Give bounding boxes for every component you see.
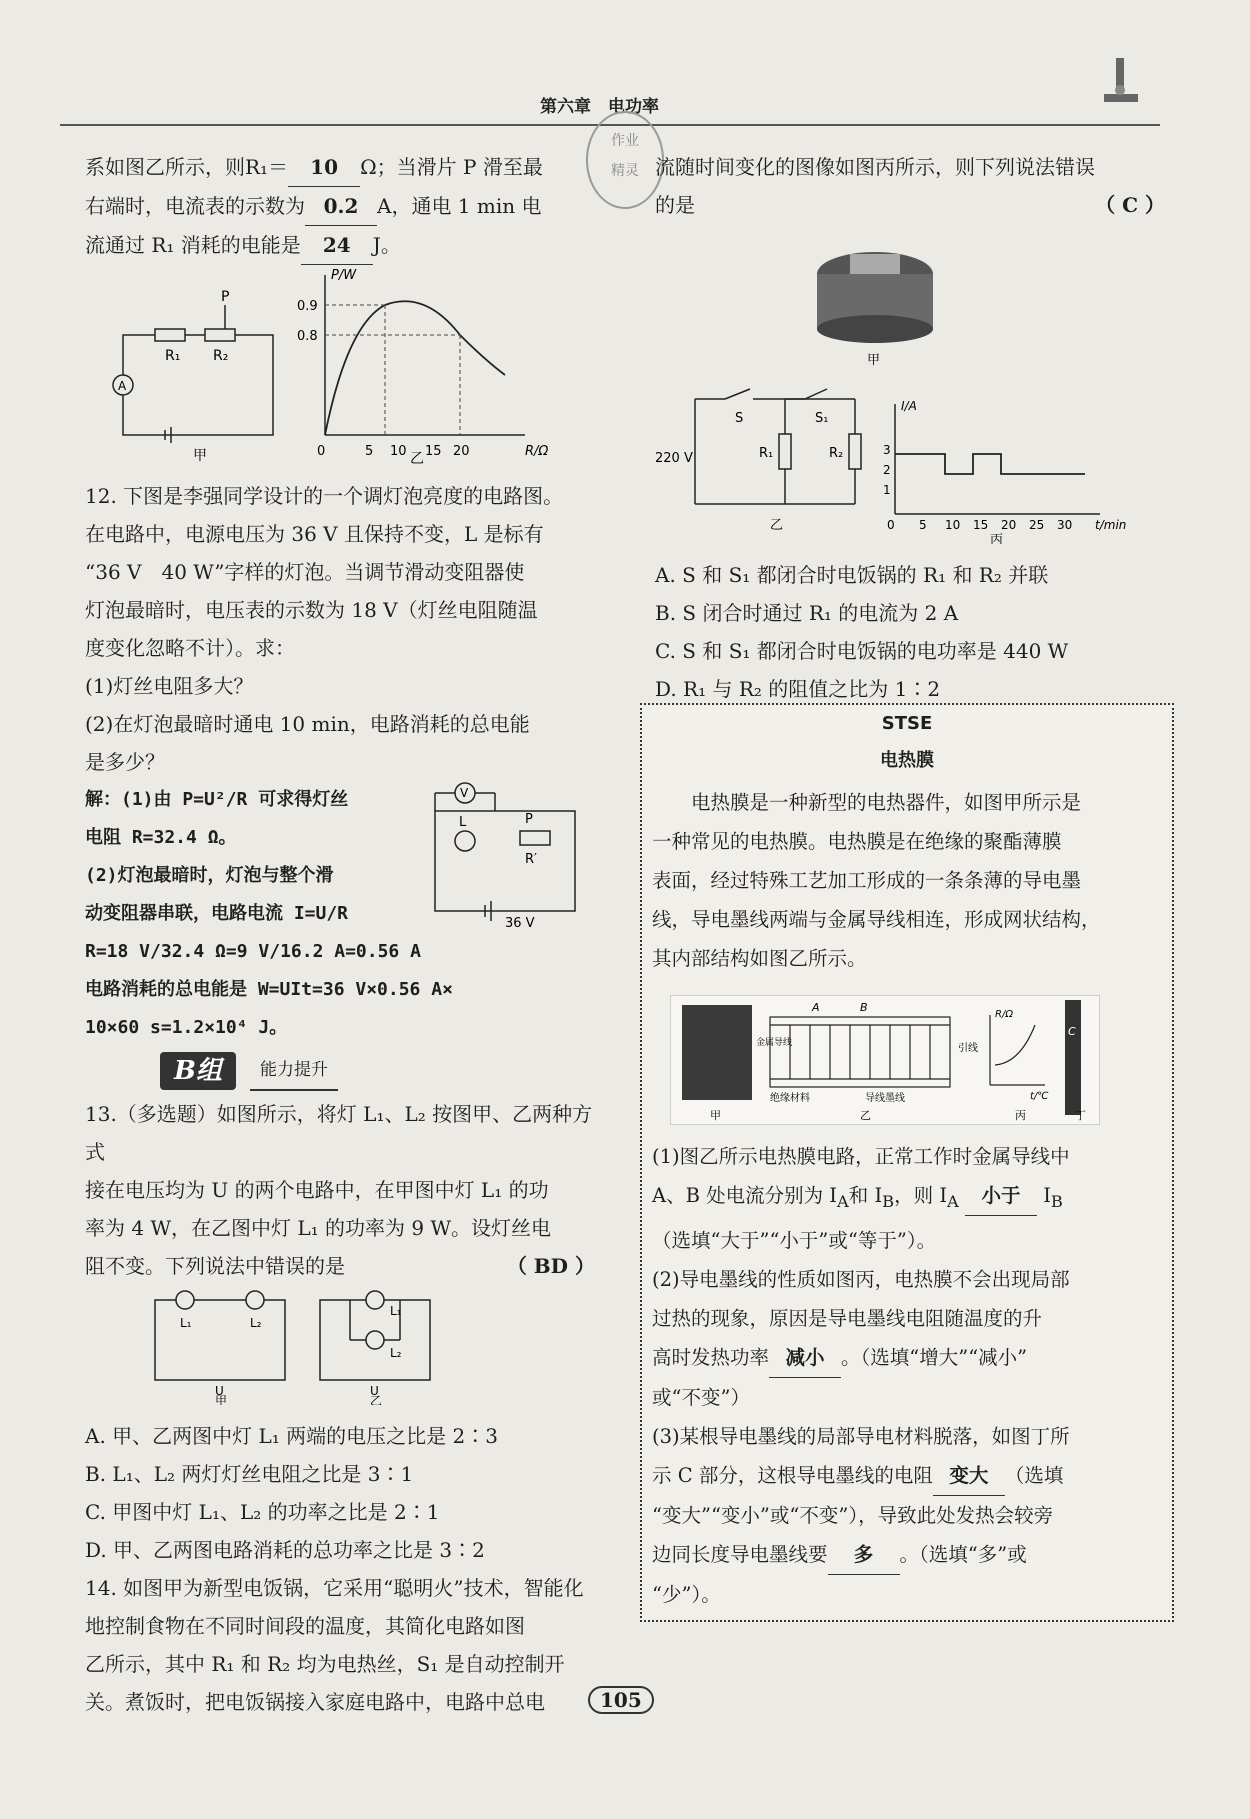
svg-text:精灵: 精灵 bbox=[611, 163, 639, 179]
supply-label: 220 V bbox=[655, 451, 693, 466]
q14-line: 地控制食物在不同时间段的温度，其简化电路如图 bbox=[85, 1614, 525, 1638]
x-tick: 10 bbox=[945, 518, 961, 532]
caption-jia: 甲 bbox=[867, 353, 881, 368]
x-tick: 20 bbox=[1001, 518, 1017, 532]
svg-text:作业: 作业 bbox=[611, 133, 639, 149]
caption-yi: 乙 bbox=[410, 451, 424, 465]
answer-blank: 小于 bbox=[965, 1176, 1037, 1216]
y-tick: 0.9 bbox=[297, 299, 318, 314]
x-axis-label: R/Ω bbox=[525, 444, 549, 459]
stse-figure bbox=[670, 995, 1100, 1125]
point-c-label: C bbox=[1068, 1025, 1076, 1038]
q14-current-graph bbox=[895, 404, 1100, 514]
caption-jia: 甲 bbox=[215, 1394, 228, 1405]
chapter-title: 第六章 电功率 bbox=[540, 97, 659, 117]
rice-cooker-icon bbox=[817, 252, 933, 343]
q3-line: “变大”“变小”或“不变”），导致此处发热会较旁 bbox=[652, 1503, 1054, 1527]
q11-circuit-diagram bbox=[113, 305, 273, 443]
slider-label: P bbox=[525, 812, 533, 827]
caption-ding: 丁 bbox=[1075, 1109, 1086, 1122]
ink-line-label: 导线墨线 bbox=[865, 1093, 905, 1104]
solution-line: 电阻 R=32.4 Ω。 bbox=[85, 827, 237, 848]
q3-line: “少”）。 bbox=[652, 1582, 721, 1606]
q13-figure bbox=[85, 1285, 585, 1405]
solution-line: 10×60 s=1.2×10⁴ J。 bbox=[85, 1017, 288, 1038]
y-tick: 1 bbox=[883, 483, 891, 497]
power-curve bbox=[325, 301, 505, 435]
q12-solution bbox=[85, 781, 595, 1047]
r-axis-label: R/Ω bbox=[995, 1009, 1013, 1020]
lamp-l2-label: L₂ bbox=[390, 1346, 402, 1360]
q13-line: 阻不变。下列说法中错误的是 （ BD ） bbox=[85, 1247, 595, 1285]
b-group-heading bbox=[160, 1051, 595, 1091]
q11-line1: 系如图乙所示，则R₁＝ 10 Ω；当滑片 P 滑至最 bbox=[85, 148, 595, 187]
ammeter-label: A bbox=[118, 379, 127, 393]
stse-questions bbox=[652, 1137, 1157, 1614]
q14-figure bbox=[655, 224, 1165, 544]
q1-line: A、B 处电流分别为 $I_A$和 $I_B$，则 $I_A$ 小于 $I_B$ bbox=[652, 1176, 1157, 1221]
q12-line: 12. 下图是李强同学设计的一个调灯泡亮度的电路图。 bbox=[85, 484, 564, 508]
x-tick: 25 bbox=[1029, 518, 1045, 532]
x-axis-label: t/min bbox=[1095, 518, 1127, 532]
q13 bbox=[85, 1095, 595, 1285]
right-column bbox=[655, 148, 1165, 708]
x-tick: 15 bbox=[425, 444, 442, 459]
microscope-logo-icon bbox=[1090, 54, 1150, 114]
voltmeter-label: V bbox=[460, 786, 469, 800]
t-axis-label: t/℃ bbox=[1030, 1091, 1049, 1102]
q2-line: 高时发热功率 减小 。（选填“增大”“减小” bbox=[652, 1338, 1157, 1378]
film-roll-photo bbox=[682, 1005, 752, 1100]
current-step-line bbox=[895, 454, 1085, 474]
q13-line: 率为 4 W，在乙图中灯 L₁ 的功率为 9 W。设灯丝电 bbox=[85, 1216, 552, 1240]
option-d: D. 甲、乙两图电路消耗的总功率之比是 3∶2 bbox=[85, 1538, 485, 1562]
q14-line: 关。煮饭时，把电饭锅接入家庭电路中，电路中总电 bbox=[85, 1690, 545, 1714]
q13-answer: （ BD ） bbox=[506, 1254, 595, 1278]
intro-line: 其内部结构如图乙所示。 bbox=[652, 947, 867, 970]
q1-line: (1)图乙所示电热膜电路，正常工作时金属导线中 bbox=[652, 1145, 1070, 1168]
q12-line: 是多少？ bbox=[85, 750, 165, 774]
r2-label: R₂ bbox=[829, 446, 844, 461]
answer-blank: 24 bbox=[301, 226, 373, 265]
stse-reading-box bbox=[640, 703, 1174, 1622]
q12-line: 灯泡最暗时，电压表的示数为 18 V（灯丝电阻随温 bbox=[85, 598, 538, 622]
q14-line: 乙所示，其中 R₁ 和 R₂ 均为电热丝，S₁ 是自动控制开 bbox=[85, 1652, 565, 1676]
solution-line: (2)灯泡最暗时，灯泡与整个滑 bbox=[85, 865, 334, 886]
intro-line: 表面，经过特殊工艺加工形成的一条条薄的导电墨 bbox=[652, 869, 1082, 892]
q12-circuit-diagram bbox=[415, 781, 595, 931]
answer-blank: 0.2 bbox=[305, 187, 377, 226]
caption-jia: 甲 bbox=[710, 1109, 721, 1122]
q12-line: “36 V 40 W”字样的灯泡。当调节滑动变阻器使 bbox=[85, 560, 525, 584]
x-tick: 20 bbox=[453, 444, 470, 459]
q11-power-graph bbox=[325, 275, 525, 435]
solution-line: 电路消耗的总电能是 W=UIt=36 V×0.56 A× bbox=[85, 979, 453, 1000]
x-tick: 10 bbox=[390, 444, 407, 459]
ink-line-strip bbox=[1065, 1000, 1081, 1115]
q14-cont-line: 流随时间变化的图像如图丙所示，则下列说法错误 bbox=[655, 155, 1095, 179]
intro-line: 一种常见的电热膜。电热膜是在绝缘的聚酯薄膜 bbox=[652, 830, 1062, 853]
q11-line3: 流通过 R₁ 消耗的电能是 24 J。 bbox=[85, 226, 595, 265]
q14-line: 14. 如图甲为新型电饭锅，它采用“聪明火”技术，智能化 bbox=[85, 1576, 584, 1600]
q13-line: 13.（多选题）如图所示，将灯 L₁、L₂ 按图甲、乙两种方式 bbox=[85, 1102, 593, 1164]
solution-line: 解：(1)由 P=U²/R 可求得灯丝 bbox=[85, 789, 349, 810]
slider-p-label: P bbox=[221, 289, 230, 305]
x-tick: 30 bbox=[1057, 518, 1073, 532]
option-a: A. 甲、乙两图中灯 L₁ 两端的电压之比是 2∶3 bbox=[85, 1424, 498, 1448]
q2-line: 过热的现象，原因是导电墨线电阻随温度的升 bbox=[652, 1306, 1043, 1330]
answer-blank: 多 bbox=[828, 1535, 900, 1575]
left-column bbox=[85, 148, 595, 1721]
insulator-label: 绝缘材料 bbox=[770, 1093, 810, 1104]
q12-line: 在电路中，电源电压为 36 V 且保持不变，L 是标有 bbox=[85, 522, 544, 546]
solution-line: R=18 V/32.4 Ω=9 V/16.2 A=0.56 A bbox=[85, 941, 421, 962]
caption-yi: 乙 bbox=[770, 518, 784, 533]
r1-label: R₁ bbox=[165, 348, 181, 364]
q14 bbox=[85, 1569, 595, 1721]
caption-yi: 乙 bbox=[860, 1109, 871, 1122]
x-tick: 5 bbox=[365, 444, 374, 459]
q14-cont-line: 的是 （ C ） bbox=[655, 186, 1165, 224]
y-tick: 0.8 bbox=[297, 329, 318, 344]
q12-line: (1)灯丝电阻多大？ bbox=[85, 674, 254, 698]
caption-bing: 丙 bbox=[990, 533, 1004, 544]
u-label: U bbox=[370, 1384, 379, 1398]
q12-line: (2)在灯泡最暗时通电 10 min，电路消耗的总电能 bbox=[85, 712, 530, 736]
option-a: A. S 和 S₁ 都闭合时电饭锅的 R₁ 和 R₂ 并联 bbox=[655, 563, 1049, 587]
q2-line: (2)导电墨线的性质如图丙，电热膜不会出现局部 bbox=[652, 1267, 1070, 1291]
q3-line: 边同长度导电墨线要 多 。（选填“多”或 bbox=[652, 1535, 1157, 1575]
answer-blank: 10 bbox=[288, 148, 360, 187]
caption-yi: 乙 bbox=[370, 1394, 383, 1405]
lamp-l2-label: L₂ bbox=[250, 1316, 262, 1330]
x-tick: 0 bbox=[317, 444, 326, 459]
page-number: 105 bbox=[588, 1686, 654, 1714]
answer-blank: 变大 bbox=[933, 1456, 1005, 1496]
q3-line: (3)某根导电墨线的局部导电材料脱落，如图丁所 bbox=[652, 1424, 1070, 1448]
option-b: B. S 闭合时通过 R₁ 的电流为 2 A bbox=[655, 601, 959, 625]
r1-label: R₁ bbox=[759, 446, 774, 461]
q14-answer: （ C ） bbox=[1095, 193, 1165, 217]
caption-jia: 甲 bbox=[193, 448, 207, 464]
q13-options bbox=[85, 1417, 595, 1569]
switch-s-label: S bbox=[735, 411, 744, 426]
lamp-l1-label: L₁ bbox=[390, 1304, 402, 1318]
solution-line: 动变阻器串联，电路电流 I=U/R bbox=[85, 903, 349, 924]
point-b-label: B bbox=[860, 1001, 868, 1014]
x-tick: 15 bbox=[973, 518, 989, 532]
option-c: C. S 和 S₁ 都闭合时电饭锅的电功率是 440 W bbox=[655, 639, 1069, 663]
lamp-label: L bbox=[459, 815, 467, 830]
stse-label: STSE bbox=[881, 713, 933, 734]
u-label: U bbox=[215, 1384, 224, 1398]
answer-blank: 减小 bbox=[769, 1338, 841, 1378]
stse-intro bbox=[652, 783, 1157, 978]
q12-line: 度变化忽略不计）。求： bbox=[85, 636, 295, 660]
b-group-badge: B组 bbox=[160, 1052, 236, 1090]
option-d: D. R₁ 与 R₂ 的阻值之比为 1∶2 bbox=[655, 677, 941, 701]
switch-s1-label: S₁ bbox=[815, 411, 829, 426]
lamp-l1-label: L₁ bbox=[180, 1316, 192, 1330]
y-tick: 2 bbox=[883, 463, 891, 477]
q13-line: 接在电压均为 U 的两个电路中，在甲图中灯 L₁ 的功 bbox=[85, 1178, 549, 1202]
x-tick: 5 bbox=[919, 518, 927, 532]
stse-title: 电热膜 bbox=[880, 750, 934, 771]
q12 bbox=[85, 477, 595, 781]
q11-figure bbox=[85, 265, 585, 465]
y-tick: 3 bbox=[883, 443, 891, 457]
lead-label: 引线 bbox=[958, 1043, 978, 1054]
q14-options bbox=[655, 556, 1165, 708]
rheostat-label: R′ bbox=[525, 852, 537, 867]
q3-line: 示 C 部分，这根导电墨线的电阻 变大 （选填 bbox=[652, 1456, 1157, 1496]
point-a-label: A bbox=[812, 1001, 820, 1014]
metal-wire-label: 金属导线 bbox=[756, 1038, 793, 1048]
y-axis-label: P/W bbox=[331, 268, 357, 283]
intro-line: 电热膜是一种新型的电热器件，如图甲所示是 bbox=[652, 791, 1082, 814]
q1-line: （选填“大于”“小于”或“等于”）。 bbox=[652, 1228, 937, 1252]
q2-line: 或“不变”） bbox=[652, 1385, 750, 1409]
option-b: B. L₁、L₂ 两灯灯丝电阻之比是 3∶1 bbox=[85, 1462, 414, 1486]
x-tick: 0 bbox=[887, 518, 895, 532]
option-c: C. 甲图中灯 L₁、L₂ 的功率之比是 2∶1 bbox=[85, 1500, 440, 1524]
r2-label: R₂ bbox=[213, 348, 229, 364]
intro-line: 线，导电墨线两端与金属导线相连，形成网状结构， bbox=[652, 908, 1101, 931]
b-group-subtitle: 能力提升 bbox=[250, 1051, 338, 1091]
caption-bing: 丙 bbox=[1015, 1109, 1026, 1122]
q11-line2: 右端时，电流表的示数为 0.2 A，通电 1 min 电 bbox=[85, 187, 595, 226]
supply-label: 36 V bbox=[505, 916, 535, 931]
y-axis-label: I/A bbox=[901, 399, 917, 413]
